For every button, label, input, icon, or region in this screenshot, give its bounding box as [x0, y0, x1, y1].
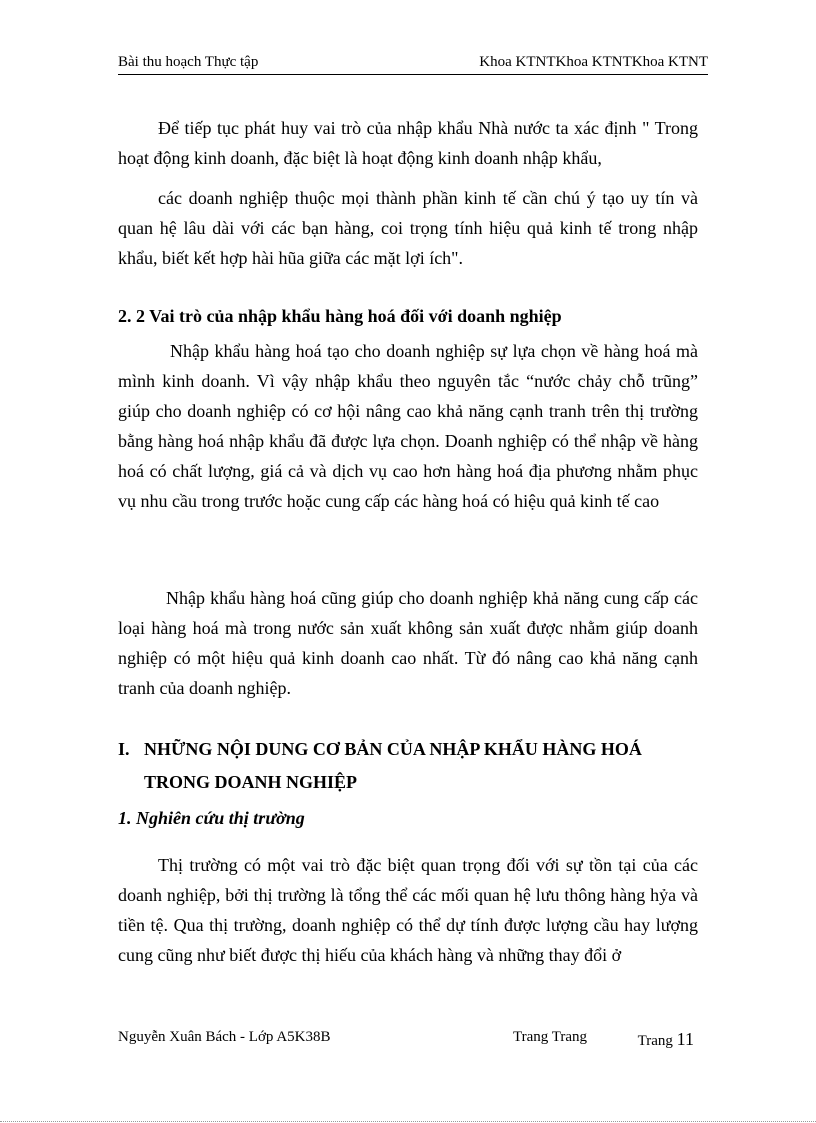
- footer-page: [638, 1029, 694, 1050]
- header-department: Khoa KTNTKhoa KTNTKhoa KTNT: [479, 54, 708, 70]
- chapter-heading-number: I.: [118, 739, 130, 759]
- footer-page-number: 11: [676, 1029, 694, 1049]
- page-header: [118, 52, 708, 75]
- page-bottom-edge: [0, 1121, 816, 1122]
- footer-author: Nguyễn Xuân Bách - Lớp A5K38B: [118, 1029, 331, 1045]
- header-title: Bài thu hoạch Thực tập: [118, 54, 259, 70]
- footer-page-label: Trang: [637, 1033, 673, 1049]
- paragraph-intro-continued: các doanh nghiệp thuộc mọi thành phần kinh tế cần chú ý tạo uy tín và quan hệ lâu dài với các bạn hàng, coi trọng tính hiệu quả kinh tế trong nhập khẩu, biết kết hợp hài hũa giữa các mặt lợi ích".: [118, 188, 698, 268]
- chapter-heading-line2: TRONG DOANH NGHIỆP: [144, 772, 358, 792]
- chapter-heading-I: [118, 733, 698, 799]
- paragraph-market-research: Thị trường có một vai trò đặc biệt quan trọng đối với sự tồn tại của các doanh nghiệp, bởi thị trường là tổng thể các mối quan hệ lưu thông hàng hỷa và tiền tệ. Qua thị trường, doanh nghiệp có thể dự tính được lượng cầu hay lượng cung cũng như biết được thị hiếu của khách hàng và những thay đổi ở: [118, 855, 698, 965]
- footer-trang-trang: Trang Trang: [513, 1029, 588, 1045]
- page-footer: [118, 1029, 698, 1051]
- paragraph-role-import: Nhập khẩu hàng hoá tạo cho doanh nghiệp sự lựa chọn về hàng hoá mà mình kinh doanh. Vì vậy nhập khẩu theo nguyên tắc “nước chảy chỗ trũng” giúp cho doanh nghiệp có cơ hội nâng cao khả năng cạnh tranh trên thị trường bằng hàng hoá nhập khẩu đã được lựa chọn. Doanh nghiệp có thể nhập về hàng hoá có chất lượng, giá cả và dịch vụ cao hơn hàng hoá địa phương nhằm phục vụ nhu cầu trong trước hoặc cung cấp các hàng hoá có hiệu quả kinh tế cao: [118, 341, 698, 511]
- paragraph-import-supply: Nhập khẩu hàng hoá cũng giúp cho doanh nghiệp khả năng cung cấp các loại hàng hoá mà trong nước sản xuất không sản xuất được nhằm giúp doanh nghiệp có một hiệu quả kinh doanh cao nhất. Từ đó nâng cao khả năng cạnh tranh của doanh nghiệp.: [118, 588, 698, 698]
- subsection-heading-1: 1. Nghiên cứu thị trường: [118, 808, 305, 828]
- paragraph-intro: Để tiếp tục phát huy vai trò của nhập khẩu Nhà nước ta xác định " Trong hoạt động kinh doanh, đặc biệt là hoạt động kinh doanh nhập khẩu,: [118, 118, 698, 168]
- section-heading-2-2: 2. 2 Vai trò của nhập khẩu hàng hoá đối với doanh nghiệp: [118, 306, 562, 326]
- chapter-heading-line1: NHỮNG NỘI DUNG CƠ BẢN CỦA NHẬP KHẨU HÀNG HOÁ: [144, 739, 642, 759]
